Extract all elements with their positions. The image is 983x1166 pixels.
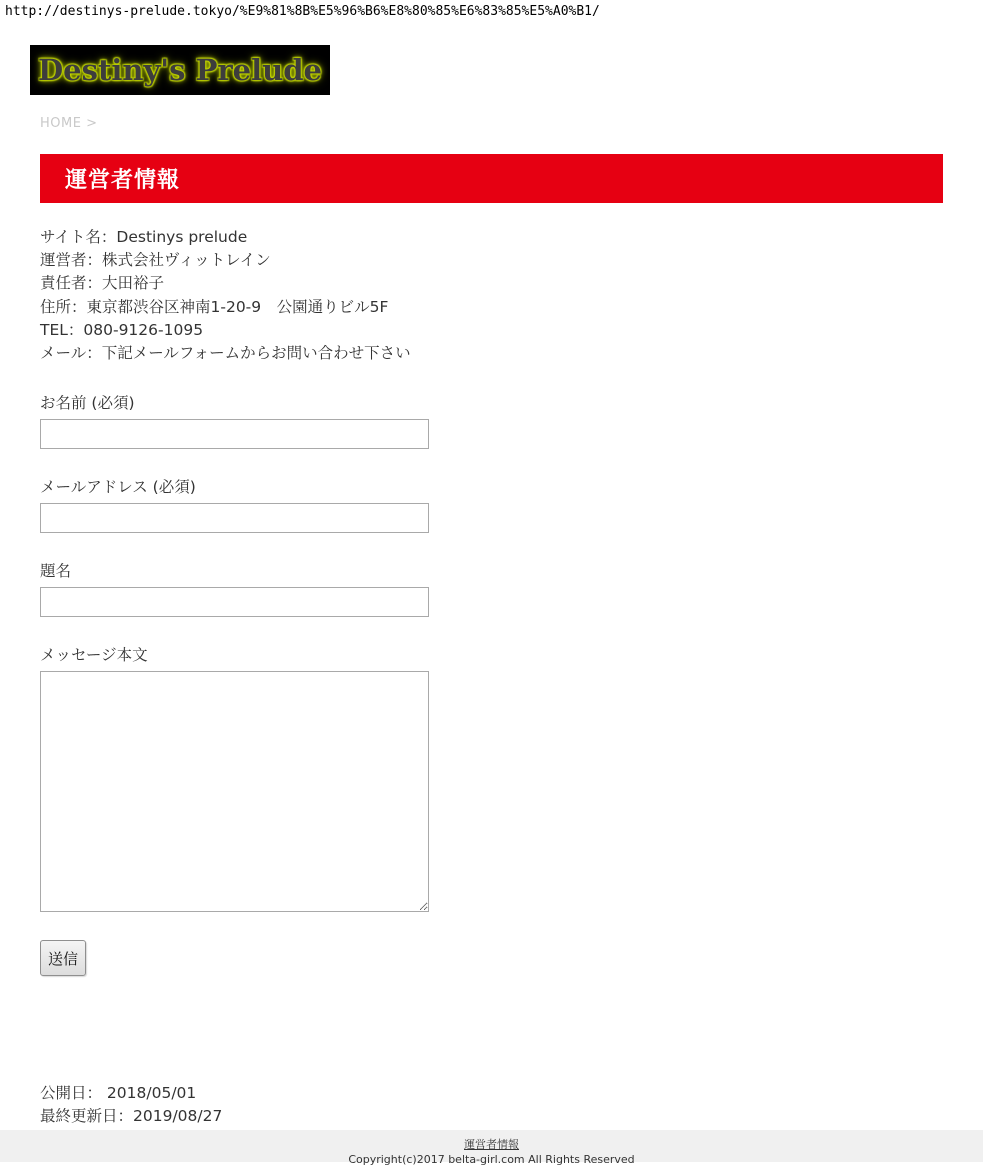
date-info-block <box>40 1082 983 1128</box>
subject-field-label: 題名 <box>40 562 72 581</box>
footer <box>0 1130 983 1166</box>
info-line-mail: メール：下記メールフォームからお問い合わせ下さい <box>40 344 411 363</box>
site-info-block <box>40 226 983 365</box>
url-text: http://destinys-prelude.tokyo/%E9%81%8B%E5%96%B6%E8%80%85%E6%83%85%E5%A0%B1/ <box>5 4 600 19</box>
breadcrumb-home-link[interactable]: HOME > <box>40 116 98 131</box>
updated-date: 最終更新日：2019/08/27 <box>40 1107 223 1126</box>
contact-form <box>40 391 983 976</box>
subject-field-group <box>40 559 983 617</box>
email-input[interactable] <box>40 503 429 533</box>
message-field-group <box>40 643 983 912</box>
name-input[interactable] <box>40 419 429 449</box>
info-line-tel: TEL：080-9126-1095 <box>40 320 204 339</box>
info-line-site-name: サイト名：Destinys prelude <box>40 228 248 246</box>
info-line-responsible: 責任者：大田裕子 <box>40 274 165 293</box>
email-field-group <box>40 475 983 533</box>
page-title: 運営者情報 <box>65 168 181 193</box>
email-field-label: メールアドレス (必須) <box>40 478 196 497</box>
footer-operator-info-link[interactable]: 運営者情報 <box>464 1138 519 1151</box>
subject-input[interactable] <box>40 587 429 617</box>
message-textarea[interactable] <box>40 671 429 912</box>
published-date: 公開日： 2018/05/01 <box>40 1084 197 1103</box>
info-line-operator: 運営者：株式会社ヴィットレイン <box>40 251 271 270</box>
info-line-address: 住所：東京都渋谷区神南1-20-9 公園通りビル5F <box>40 297 389 316</box>
name-field-group <box>40 391 983 449</box>
logo-text: Destiny's Prelude <box>38 53 322 87</box>
submit-button[interactable]: 送信 <box>40 940 86 976</box>
copyright-text: Copyright(c)2017 belta-girl.com All Rights Reserved <box>348 1153 635 1166</box>
page-title-banner <box>40 154 943 203</box>
site-logo[interactable] <box>30 45 330 95</box>
name-field-label: お名前 (必須) <box>40 394 135 413</box>
message-field-label: メッセージ本文 <box>40 646 148 665</box>
